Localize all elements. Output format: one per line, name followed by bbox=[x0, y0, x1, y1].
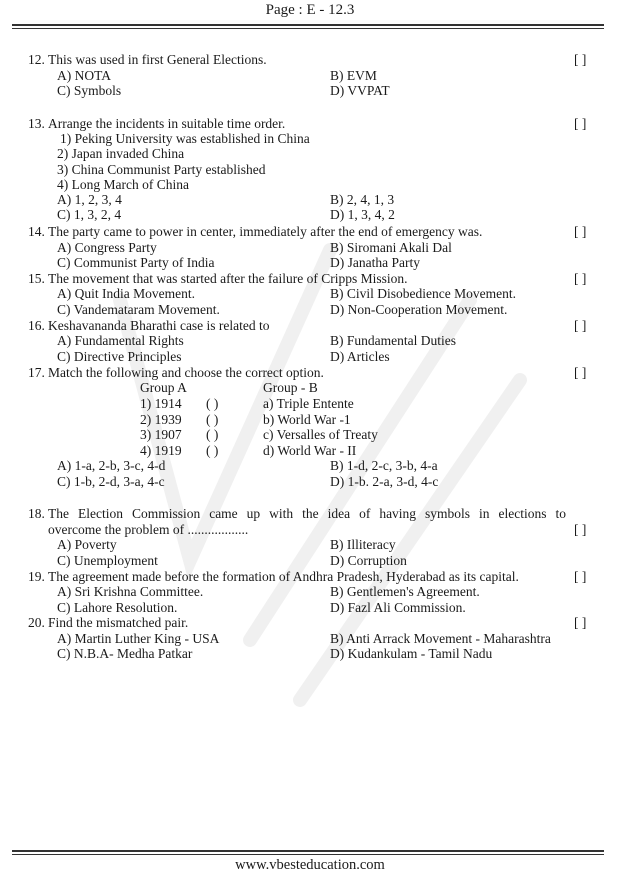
group-a-item: 3) 1907 bbox=[140, 427, 182, 442]
option-a: A) Poverty bbox=[57, 537, 117, 552]
answer-bracket: [ ] bbox=[574, 271, 587, 286]
question-number: 14. bbox=[28, 224, 45, 239]
answer-bracket: [ ] bbox=[574, 615, 587, 630]
option-a: A) NOTA bbox=[57, 68, 112, 83]
question-text: Match the following and choose the correct option. bbox=[48, 365, 324, 380]
question-number: 17. bbox=[28, 365, 45, 380]
option-d: D) Kudankulam - Tamil Nadu bbox=[330, 646, 493, 661]
group-a-item: 4) 1919 bbox=[140, 443, 182, 458]
event-item: 4) Long March of China bbox=[57, 177, 189, 192]
question-text: The agreement made before the formation of Andhra Pradesh, Hyderabad as its capital. bbox=[48, 569, 519, 584]
question-text: The party came to power in center, immediately after the end of emergency was. bbox=[48, 224, 483, 239]
option-a: A) Fundamental Rights bbox=[57, 333, 184, 348]
event-item: 3) China Communist Party established bbox=[57, 162, 266, 177]
group-b-heading: Group - B bbox=[263, 380, 318, 395]
question-number: 15. bbox=[28, 271, 45, 286]
option-d: D) 1-b. 2-a, 3-d, 4-c bbox=[330, 474, 439, 489]
option-a: A) Quit India Movement. bbox=[57, 286, 195, 301]
question-text: This was used in first General Elections. bbox=[48, 52, 267, 67]
group-b-item: d) World War - II bbox=[263, 443, 357, 458]
option-c: C) Lahore Resolution. bbox=[57, 600, 178, 615]
option-d: D) Corruption bbox=[330, 553, 407, 568]
option-a: A) 1-a, 2-b, 3-c, 4-d bbox=[57, 458, 166, 473]
answer-bracket: [ ] bbox=[574, 569, 587, 584]
option-b: B) 2, 4, 1, 3 bbox=[330, 192, 395, 207]
option-a: A) Sri Krishna Committee. bbox=[57, 584, 204, 599]
option-c: C) Vandemataram Movement. bbox=[57, 302, 220, 317]
question-text: The Election Commission came up with the idea of having symbols in elections to bbox=[48, 506, 566, 521]
group-a-item: 2) 1939 bbox=[140, 412, 182, 427]
question-number: 20. bbox=[28, 615, 45, 630]
option-a: A) Congress Party bbox=[57, 240, 157, 255]
option-c: C) N.B.A- Medha Patkar bbox=[57, 646, 193, 661]
option-b: B) Gentlemen's Agreement. bbox=[330, 584, 480, 599]
option-c: C) Communist Party of India bbox=[57, 255, 215, 270]
answer-bracket: [ ] bbox=[574, 318, 587, 333]
group-b-item: a) Triple Entente bbox=[263, 396, 354, 411]
group-a-heading: Group A bbox=[140, 380, 187, 395]
group-a-item: 1) 1914 bbox=[140, 396, 182, 411]
answer-bracket: [ ] bbox=[574, 52, 587, 67]
question-number: 12. bbox=[28, 52, 45, 67]
footer-website: www.vbesteducation.com bbox=[235, 857, 385, 873]
option-d: D) Articles bbox=[330, 349, 390, 364]
option-b: B) Siromani Akali Dal bbox=[330, 240, 452, 255]
option-c: C) 1-b, 2-d, 3-a, 4-c bbox=[57, 474, 165, 489]
option-a: A) Martin Luther King - USA bbox=[57, 631, 220, 646]
match-blank: ( ) bbox=[206, 396, 219, 411]
question-number: 19. bbox=[28, 569, 45, 584]
answer-bracket: [ ] bbox=[574, 365, 587, 380]
footer-divider bbox=[12, 850, 604, 855]
group-b-item: b) World War -1 bbox=[263, 412, 351, 427]
question-number: 18. bbox=[28, 506, 45, 521]
event-item: 1) Peking University was established in China bbox=[60, 131, 310, 146]
question-number: 16. bbox=[28, 318, 45, 333]
option-b: B) Anti Arrack Movement - Maharashtra bbox=[330, 631, 551, 646]
option-b: B) Fundamental Duties bbox=[330, 333, 456, 348]
question-text: The movement that was started after the failure of Cripps Mission. bbox=[48, 271, 408, 286]
event-item: 2) Japan invaded China bbox=[57, 146, 185, 161]
option-a: A) 1, 2, 3, 4 bbox=[57, 192, 122, 207]
option-d: D) 1, 3, 4, 2 bbox=[330, 207, 395, 222]
match-blank: ( ) bbox=[206, 427, 219, 442]
option-d: D) Janatha Party bbox=[330, 255, 420, 270]
option-c: C) Unemployment bbox=[57, 553, 158, 568]
question-text: Keshavananda Bharathi case is related to bbox=[48, 318, 270, 333]
page-header: Page : E - 12.3 bbox=[265, 2, 355, 18]
match-blank: ( ) bbox=[206, 443, 219, 458]
question-text: Find the mismatched pair. bbox=[48, 615, 189, 630]
match-blank: ( ) bbox=[206, 412, 219, 427]
answer-bracket: [ ] bbox=[574, 116, 587, 131]
option-c: C) 1, 3, 2, 4 bbox=[57, 207, 122, 222]
question-text: Arrange the incidents in suitable time order. bbox=[48, 116, 286, 131]
question-number: 13. bbox=[28, 116, 45, 131]
option-c: C) Symbols bbox=[57, 83, 122, 98]
question-text: overcome the problem of .................. bbox=[48, 522, 249, 537]
option-b: B) 1-d, 2-c, 3-b, 4-a bbox=[330, 458, 438, 473]
option-b: B) EVM bbox=[330, 68, 377, 83]
option-d: D) VVPAT bbox=[330, 83, 390, 98]
option-d: D) Non-Cooperation Movement. bbox=[330, 302, 508, 317]
option-d: D) Fazl Ali Commission. bbox=[330, 600, 466, 615]
answer-bracket: [ ] bbox=[574, 522, 587, 537]
option-b: B) Civil Disobedience Movement. bbox=[330, 286, 516, 301]
option-c: C) Directive Principles bbox=[57, 349, 182, 364]
option-b: B) Illiteracy bbox=[330, 537, 396, 552]
answer-bracket: [ ] bbox=[574, 224, 587, 239]
group-b-item: c) Versalles of Treaty bbox=[263, 427, 378, 442]
header-divider bbox=[12, 24, 604, 29]
